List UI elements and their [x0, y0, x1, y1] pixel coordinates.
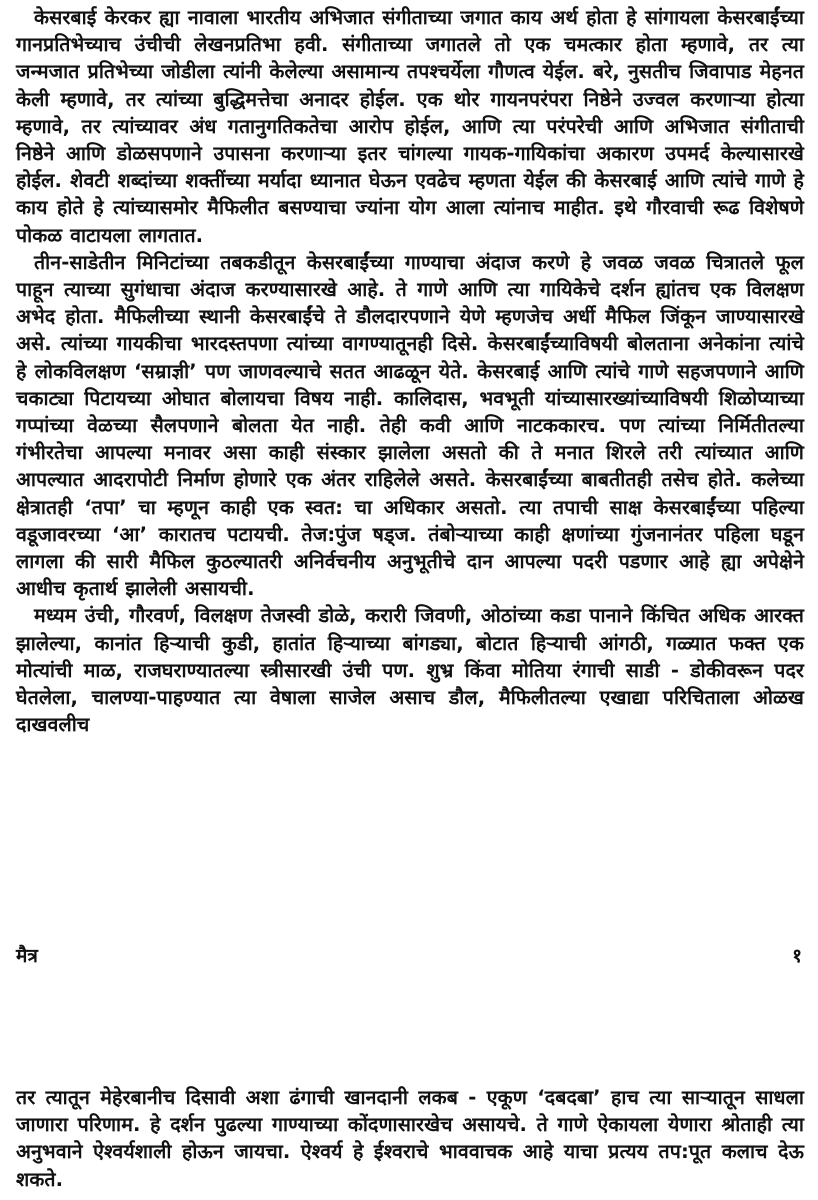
- paragraph-2: तीन-साडेतीन मिनिटांच्या तबकडीतून केसरबाईंच्या गाण्याचा अंदाज करणे हे जवळ जवळ चित्रातले फूल पाहून त्याच्या सुगंधाचा अंदाज करण्यासारखे आहे. ते गाणे आणि त्या गायिकेचे दर्शन ह्यांतच एक विलक्षण अभेद होता. मैफिलीच्या स्थानी केसरबाईंचे ते डौलदारपणाने येणे म्हणजेच अर्धी मैफिल जिंकून जाण्यासारखे असे. त्यांच्या गायकीचा भारदस्तपणा त्यांच्या वागण्यातूनही दिसे. केसरबाईंच्याविषयी बोलताना अनेकांना त्यांचे हे लोकविलक्षण ‘सम्राज्ञी’ पण जाणवल्याचे सतत आढळून येते. केसरबाई आणि त्यांचे गाणे सहजपणाने आणि चकाट्या पिटायच्या ओघात बोलायचा विषय नाही. कालिदास, भवभूती यांच्यासारख्यांच्याविषयी शिळोप्याच्या गप्पांच्या वेळच्या सैलपणाने बोलता येत नाही. तेही कवी आणि नाटककारच. पण त्यांच्या निर्मितीतल्या गंभीरतेचा आपल्या मनावर असा काही संस्कार झालेला असतो की ते मनात शिरले तरी त्यांच्यात आणि आपल्यात आदरापोटी निर्माण होणारे एक अंतर राहिलेले असते. केसरबाईंच्या बाबतीतही तसेच होते. कलेच्या क्षेत्रातही ‘तपा’ चा म्हणून काही एक स्वत: चा अधिकार असतो. त्या तपाची साक्ष केसरबाईंच्या पहिल्या वडूजावरच्या ‘आ’ कारातच पटायची. तेज:पुंज षड्ज. तंबोऱ्याच्या काही क्षणांच्या गुंजनानंतर पहिला घडून लागला की सारी मैफिल कुठल्यातरी अनिर्वचनीय अनुभूतीचे दान आपल्या पदरी पडणार आहे ह्या अपेक्षेने आधीच कृतार्थ झालेली असायची.: [16, 250, 804, 601]
- page-footer: [16, 942, 802, 968]
- page-number: १: [792, 945, 802, 967]
- paragraph-1: केसरबाई केरकर ह्या नावाला भारतीय अभिजात संगीताच्या जगात काय अर्थ होता हे सांगायला केसरबाईंच्या गानप्रतिभेच्याच उंचीची लेखनप्रतिभा हवी. संगीताच्या जगातले तो एक चमत्कार होता म्हणावे, तर त्या जन्मजात प्रतिभेच्या जोडीला त्यांनी केलेल्या असामान्य तपश्चर्येला गौणत्व येईल. बरे, नुसतीच जिवापाड मेहनत केली म्हणावे, तर त्यांच्या बुद्धिमत्तेचा अनादर होईल. एक थोर गायनपरंपरा निष्ठेने उज्वल करणाऱ्या होत्या म्हणावे, तर त्यांच्यावर अंध गतानुगतिकतेचा आरोप होईल, आणि त्या परंपरेची आणि अभिजात संगीताची निष्ठेने आणि डोळसपणाने उपासना करणाऱ्या इतर चांगल्या गायक-गायिकांचा अकारण उपमर्द केल्यासारखे होईल. शेवटी शब्दांच्या शक्तींच्या मर्यादा ध्यानात घेऊन एवढेच म्हणता येईल की केसरबाई आणि त्यांचे गाणे हे काय होते हे त्यांच्यासमोर मैफिलीत बसण्याचा ज्यांना योग आला त्यांनाच माहीत. इथे गौरवाची रूढ विशेषणे पोकळ वाटायला लागतात.: [16, 6, 804, 247]
- page-bottom: [16, 1084, 804, 1193]
- continuation-paragraph: तर त्यातून मेहेरबानीच दिसावी अशा ढंगाची खानदानी लकब - एकूण ‘दबदबा’ हाच त्या साऱ्यातून साधला जाणारा परिणाम. हे दर्शन पुढल्या गाण्याच्या कोंदणासारखेच असायचे. ते गाणे ऐकायला येणारा श्रोताही त्या अनुभवाने ऐश्वर्यशाली होऊन जायचा. ऐश्वर्य हे ईश्वराचे भाववाचक आहे याचा प्रत्यय तप:पूत कलाच देऊ शकते.: [16, 1086, 804, 1191]
- footer-label: मैत्र: [16, 945, 38, 967]
- page-top: [16, 4, 804, 738]
- paragraph-3: मध्यम उंची, गौरवर्ण, विलक्षण तेजस्वी डोळे, करारी जिवणी, ओठांच्या कडा पानाने किंचित अधिक आरक्त झालेल्या, कानांत हिऱ्याची कुडी, हातांत हिऱ्याच्या बांगड्या, बोटात हिऱ्याची आंगठी, गळ्यात फक्त एक मोत्यांची माळ, राजघराण्यातल्या स्त्रीसारखी उंची पण. शुभ्र किंवा मोतिया रंगाची साडी - डोकीवरून पदर घेतलेला, चालण्या-पाहण्यात त्या वेषाला साजेल असाच डौल, मैफिलीतल्या एखाद्या परिचिताला ओळख दाखवलीच: [16, 604, 804, 737]
